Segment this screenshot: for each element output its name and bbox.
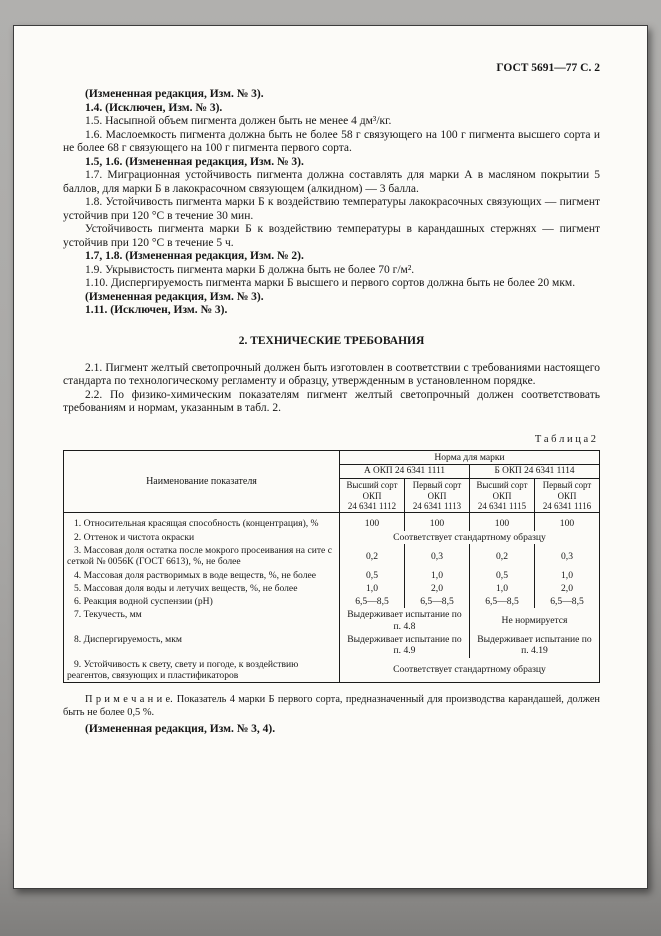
table-row-7 — [64, 608, 600, 633]
row-value: 1,0 — [535, 569, 600, 582]
row-value: 6,5—8,5 — [340, 595, 405, 608]
row-label: 7. Текучесть, мм — [64, 608, 340, 633]
amendment-note-4: (Измененная редакция, Изм. № 3). — [85, 290, 264, 303]
row-value: 6,5—8,5 — [470, 595, 535, 608]
row-label: 3. Массовая доля остатка после мокрого просеивания на сите с сеткой № 0056К (ГОСТ 6613), %, не более — [64, 544, 340, 569]
grade-okp: ОКП — [492, 490, 512, 501]
grade-code: 24 6341 1116 — [542, 500, 592, 511]
note-label: П р и м е ч а н и е. — [85, 694, 173, 706]
table-row-1 — [64, 513, 600, 531]
row-value: 1,0 — [405, 569, 470, 582]
row-label: 2. Оттенок и чистота окраски — [64, 531, 340, 544]
row-value: 100 — [340, 513, 405, 531]
row-label: 9. Устойчивость к свету, свету и погоде, к воздействию реагентов, связующих и пластификаторов — [64, 658, 340, 683]
row-value-span: Соответствует стандартному образцу — [340, 658, 600, 683]
clause-1-5: 1.5. Насыпной объем пигмента должен быть не менее 4 дм³/кг. — [85, 115, 392, 127]
grade-okp: ОКП — [427, 490, 447, 501]
grade-code: 24 6341 1115 — [477, 500, 527, 511]
page-header: ГОСТ 5691—77 С. 2 — [496, 62, 600, 74]
grade-sort: Первый сорт — [412, 480, 462, 491]
row-value: 6,5—8,5 — [535, 595, 600, 608]
column-header-name: Наименование показателя — [64, 450, 340, 513]
column-header-brand-b: Б ОКП 24 6341 1114 — [470, 464, 600, 478]
clause-1-11: 1.11. (Исключен, Изм. № 3). — [85, 304, 228, 316]
row-value: 0,3 — [535, 544, 600, 569]
column-header-grade-b-high — [470, 479, 535, 513]
table-row-2 — [64, 531, 600, 544]
table-row-5 — [64, 582, 600, 595]
grade-okp: ОКП — [557, 490, 577, 501]
row-value: 0,2 — [340, 544, 405, 569]
table-row-8 — [64, 633, 600, 658]
spec-table — [63, 450, 600, 684]
amendment-note-2: 1.5, 1.6. (Измененная редакция, Изм. № 3). — [85, 155, 304, 168]
row-value: 2,0 — [405, 582, 470, 595]
clause-1-8: 1.8. Устойчивость пигмента марки Б к воздействию температуры лакокрасочных связующих — пигмент устойчив при 120 °С в течение 30 мин. — [63, 196, 600, 222]
clause-1-10: 1.10. Диспергируемость пигмента марки Б высшего и первого сортов должна быть не более 20 мкм. — [85, 277, 576, 289]
clause-2-1: 2.1. Пигмент желтый светопрочный должен быть изготовлен в соответствии с требованиями настоящего стандарта по технологическому регламенту и образцу, утвержденным в установленном порядке. — [63, 361, 600, 387]
table-header-row-1 — [64, 450, 600, 464]
row-value-span: Соответствует стандартному образцу — [340, 531, 600, 544]
row-label: 5. Массовая доля воды и летучих веществ, %, не более — [64, 582, 340, 595]
grade-okp: ОКП — [362, 490, 382, 501]
clause-1-4: 1.4. (Исключен, Изм. № 3). — [85, 101, 223, 114]
grade-sort: Высший сорт — [346, 480, 398, 491]
column-header-norm: Норма для марки — [340, 450, 600, 464]
grade-code: 24 6341 1113 — [412, 500, 462, 511]
row-label: 4. Массовая доля растворимых в воде веществ, %, не более — [64, 569, 340, 582]
column-header-brand-a: А ОКП 24 6341 1111 — [340, 464, 470, 478]
amendment-note-1: (Измененная редакция, Изм. № 3). — [85, 88, 264, 100]
row-value-a: Выдерживает испытание по п. 4.9 — [340, 633, 470, 658]
table-row-4 — [64, 569, 600, 582]
document-page — [13, 25, 648, 889]
closing-amendment: (Измененная редакция, Изм. № 3, 4). — [85, 723, 276, 736]
row-label: 6. Реакция водной суспензии (рН) — [64, 595, 340, 608]
column-header-grade-a-high — [340, 479, 405, 513]
table-row-9 — [64, 658, 600, 683]
row-value: 1,0 — [340, 582, 405, 595]
row-value: 100 — [470, 513, 535, 531]
row-value: 100 — [405, 513, 470, 531]
table-row-6 — [64, 595, 600, 608]
grade-sort: Первый сорт — [542, 480, 592, 491]
row-value-b: Не нормируется — [470, 608, 600, 633]
row-value: 1,0 — [470, 582, 535, 595]
row-value: 2,0 — [535, 582, 600, 595]
amendment-note-3: 1.7, 1.8. (Измененная редакция, Изм. № 2). — [85, 250, 304, 262]
row-value-a: Выдерживает испытание по п. 4.8 — [340, 608, 470, 633]
row-value: 0,5 — [340, 569, 405, 582]
row-value: 100 — [535, 513, 600, 531]
row-value: 6,5—8,5 — [405, 595, 470, 608]
grade-code: 24 6341 1112 — [347, 500, 397, 511]
clause-2-2: 2.2. По физико-химическим показателям пигмент желтый светопрочный должен соответствовать требованиям и нормам, указанным в табл. 2. — [63, 388, 600, 414]
table-row-3 — [64, 544, 600, 569]
clause-1-6: 1.6. Маслоемкость пигмента должна быть не более 58 г связующего на 100 г пигмента высшего сорта и не более 68 г связующего на 100 г пигмента первого сорта. — [63, 128, 600, 154]
clause-1-8-continued: Устойчивость пигмента марки Б к воздействию температуры в карандашных стержнях — пигмент устойчив при 120 °С в течение 5 ч. — [63, 223, 600, 249]
note-text: Показатель 4 марки Б первого сорта, предназначенный для производства карандашей, должен быть не более 0,5 %. — [63, 694, 600, 718]
column-header-grade-a-first — [405, 479, 470, 513]
note-paragraph — [63, 694, 600, 719]
column-header-grade-b-first — [535, 479, 600, 513]
row-value: 0,3 — [405, 544, 470, 569]
clause-1-7: 1.7. Миграционная устойчивость пигмента должна составлять для марки А в масляном покрытии 5 баллов, для марки Б в лакокрасочном связующем (алкидном) — 3 балла. — [63, 169, 600, 195]
table-caption: Т а б л и ц а 2 — [534, 433, 596, 445]
row-value: 0,5 — [470, 569, 535, 582]
row-value-b: Выдерживает испытание по п. 4.19 — [470, 633, 600, 658]
row-label: 8. Диспергируемость, мкм — [64, 633, 340, 658]
section-2-heading: 2. ТЕХНИЧЕСКИЕ ТРЕБОВАНИЯ — [238, 334, 425, 347]
clause-1-9: 1.9. Укрывистость пигмента марки Б должна быть не более 70 г/м². — [85, 263, 415, 276]
row-value: 0,2 — [470, 544, 535, 569]
row-label: 1. Относительная красящая способность (концентрация), % — [64, 513, 340, 531]
grade-sort: Высший сорт — [476, 480, 528, 491]
